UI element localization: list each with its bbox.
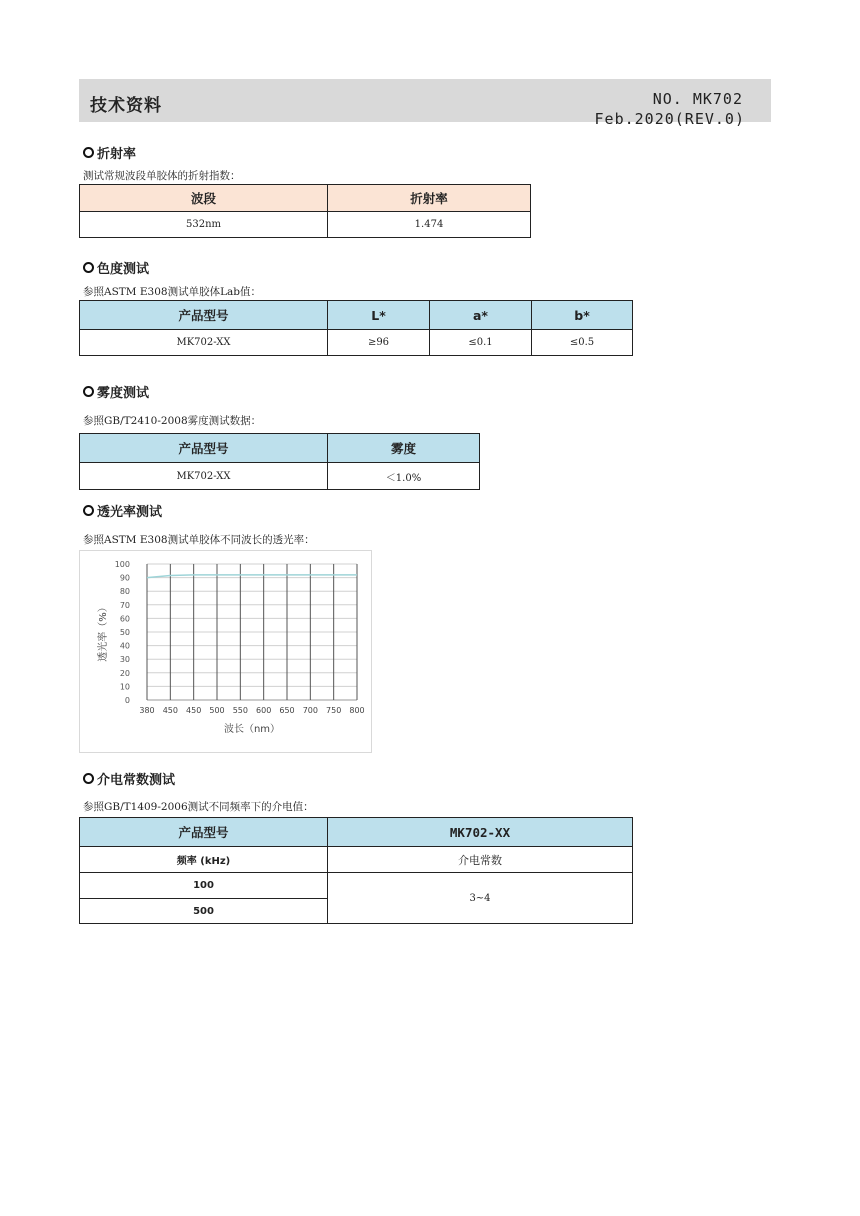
y-tick-label: 20 [119,668,130,678]
table-cell: 介电常数 [328,847,633,873]
section-color-heading [83,258,149,277]
table-header-cell: 产品型号 [80,434,328,463]
x-tick-label: 380 [139,706,155,715]
table-cell: 3~4 [328,873,633,924]
y-tick-label: 0 [124,696,130,705]
section-haze-heading [83,382,149,401]
y-tick-label: 60 [119,614,130,624]
y-tick-label: 30 [119,655,130,665]
table-cell: ≥96 [328,330,430,356]
x-axis-label: 波长（nm） [223,724,281,735]
chart-svg [80,551,371,752]
y-tick-label: 10 [119,682,130,692]
y-tick-label: 50 [119,628,130,637]
x-tick-label: 650 [279,706,295,715]
section-title: 折射率 [97,147,137,162]
table-cell: MK702-XX [80,463,328,490]
table-cell: ＜1.0% [328,463,480,490]
x-tick-label: 450 [162,706,178,715]
table-cell: ≤0.5 [532,330,633,356]
haze-table [79,433,480,490]
table-header-cell: L* [328,301,430,330]
refractive-table [79,184,531,238]
section-title: 透光率测试 [97,505,163,520]
table-cell: 532nm [80,212,328,238]
section-title: 色度测试 [97,262,150,277]
section-dielectric-desc: 参照GB/T1409-2006测试不同频率下的介电值： [83,801,314,813]
y-tick-label: 90 [119,573,130,583]
section-color-desc: 参照ASTM E308测试单胶体Lab值： [83,286,262,298]
x-tick-label: 700 [302,706,318,715]
section-title: 介电常数测试 [97,773,176,788]
table-cell: ≤0.1 [430,330,532,356]
table-cell: 频率 (kHz) [80,847,328,873]
x-tick-label: 750 [326,706,342,715]
section-refractive-heading [83,143,136,162]
y-tick-label: 100 [114,560,130,569]
section-title: 雾度测试 [97,386,150,401]
table-header-cell: MK702-XX [328,818,633,847]
dielectric-table [79,817,633,924]
transmittance-chart [79,550,372,753]
x-tick-label: 500 [209,706,225,715]
table-header-cell: 雾度 [328,434,480,463]
table-header-cell: 产品型号 [80,301,328,330]
document-number: NO. MK702 [652,90,743,108]
section-refractive-desc: 测试常规波段单胶体的折射指数： [83,170,241,182]
x-tick-label: 800 [349,706,365,715]
section-haze-desc: 参照GB/T2410-2008雾度测试数据： [83,415,262,427]
section-transmittance-desc: 参照ASTM E308测试单胶体不同波长的透光率： [83,534,315,546]
y-tick-label: 40 [119,641,130,651]
table-cell: 100 [80,873,328,899]
table-header-cell: b* [532,301,633,330]
bullet-icon [83,262,94,273]
x-tick-label: 600 [256,706,272,715]
table-header-cell: a* [430,301,532,330]
y-axis-label: 透光率（%） [98,602,109,662]
table-header-cell: 波段 [80,185,328,212]
section-transmittance-heading [83,501,162,520]
x-tick-label: 550 [232,706,248,715]
color-table [79,300,633,356]
table-cell: MK702-XX [80,330,328,356]
document-date-revision: Feb.2020(REV.0) [594,110,745,128]
table-header-cell: 产品型号 [80,818,328,847]
page-title: 技术资料 [90,96,162,116]
y-tick-label: 80 [119,587,130,597]
y-tick-label: 70 [119,600,130,610]
x-tick-label: 450 [186,706,202,715]
bullet-icon [83,505,94,516]
table-header-cell: 折射率 [328,185,531,212]
section-dielectric-heading [83,769,175,788]
table-cell: 500 [80,899,328,924]
bullet-icon [83,773,94,784]
table-cell: 1.474 [328,212,531,238]
bullet-icon [83,386,94,397]
bullet-icon [83,147,94,158]
